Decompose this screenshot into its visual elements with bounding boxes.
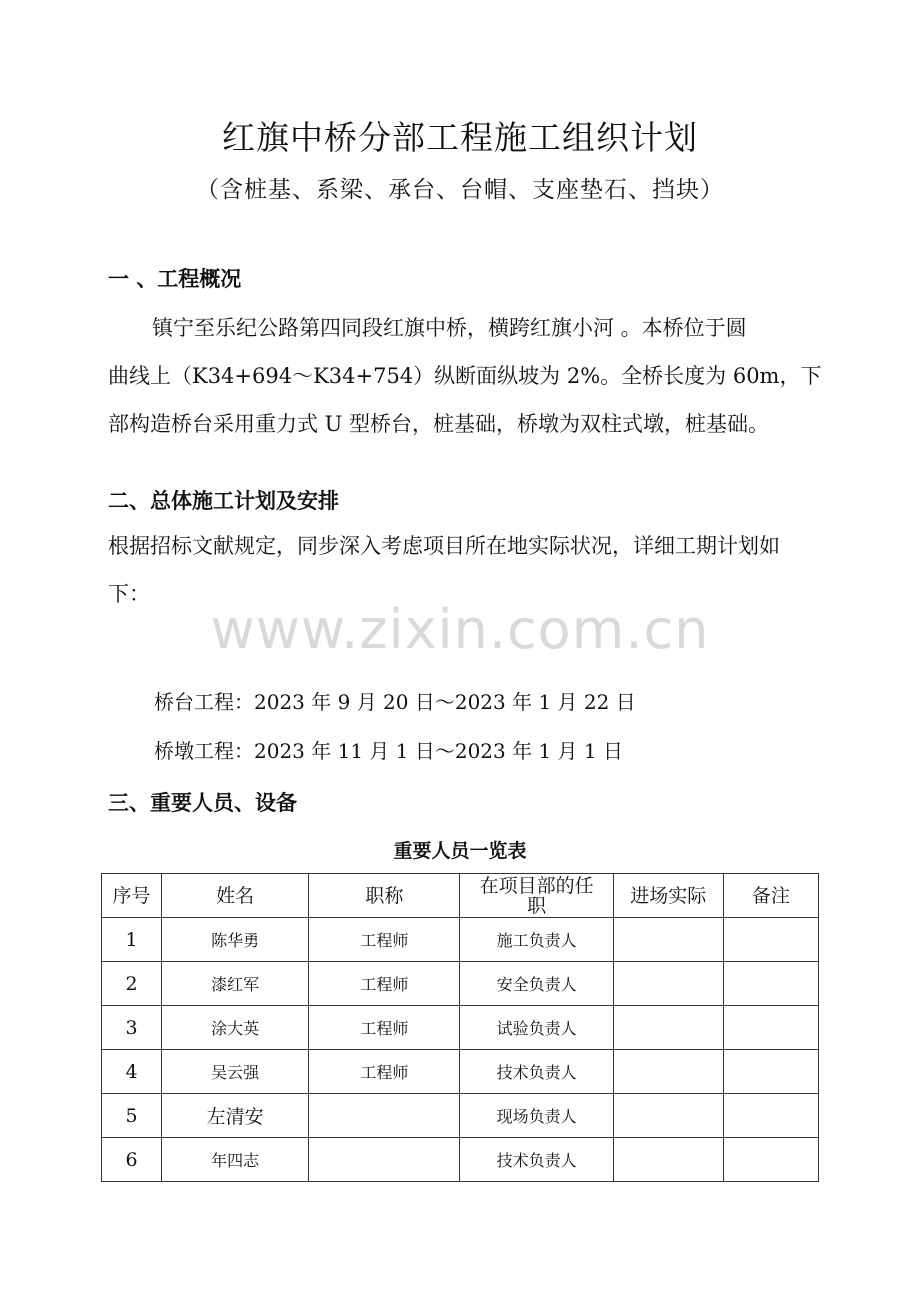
- table-cell: [309, 1094, 460, 1138]
- table-cell: 技术负责人: [460, 1050, 613, 1094]
- table-cell: 工程师: [309, 1050, 460, 1094]
- table-cell: [723, 918, 818, 962]
- table-cell: [613, 962, 723, 1006]
- table-row: [102, 918, 819, 962]
- plan-line-1: 根据招标文献规定，同步深入考虑项目所在地实际状况，详细工期计划如: [108, 534, 780, 558]
- table-cell: [723, 1094, 818, 1138]
- schedule-pier: 桥墩工程：2023 年 11 月 1 日～2023 年 1 月 1 日: [154, 739, 623, 763]
- table-cell: 现场负责人: [460, 1094, 613, 1138]
- table-cell: 3: [102, 1006, 162, 1050]
- table-cell: 陈华勇: [162, 918, 309, 962]
- table-cell: 6: [102, 1138, 162, 1182]
- table-row: [102, 1138, 819, 1182]
- column-header: 姓名: [162, 874, 309, 918]
- table-cell: [723, 1050, 818, 1094]
- table-cell: 4: [102, 1050, 162, 1094]
- schedule-abutment: 桥台工程：2023 年 9 月 20 日～2023 年 1 月 22 日: [154, 690, 636, 714]
- column-header: 进场实际: [613, 874, 723, 918]
- table-cell: 吴云强: [162, 1050, 309, 1094]
- table-cell: [723, 1006, 818, 1050]
- overview-line-2: 曲线上（K34+694～K34+754）纵断面纵坡为 2%。全桥长度为 60m，下: [108, 364, 822, 388]
- table-cell: 2: [102, 962, 162, 1006]
- table-cell: 涂大英: [162, 1006, 309, 1050]
- table-row: [102, 962, 819, 1006]
- section-heading-personnel: 三、重要人员、设备: [108, 791, 297, 815]
- table-cell: 安全负责人: [460, 962, 613, 1006]
- table-row: [102, 1006, 819, 1050]
- table-cell: [613, 1094, 723, 1138]
- table-cell: [613, 918, 723, 962]
- section-heading-overview: 一 、工程概况: [108, 267, 242, 291]
- table-title: 重要人员一览表: [393, 840, 527, 862]
- table-cell: [723, 1138, 818, 1182]
- table-cell: 工程师: [309, 1006, 460, 1050]
- plan-line-2: 下：: [108, 582, 150, 606]
- overview-line-3: 部构造桥台采用重力式 U 型桥台，桩基础，桥墩为双柱式墩，桩基础。: [108, 412, 770, 436]
- table-cell: 漆红军: [162, 962, 309, 1006]
- column-header: 序号: [102, 874, 162, 918]
- table-cell: 年四志: [162, 1138, 309, 1182]
- table-cell: 施工负责人: [460, 918, 613, 962]
- table-cell: [613, 1138, 723, 1182]
- table-cell: [723, 962, 818, 1006]
- document-subtitle: （含桩基、系梁、承台、台帽、支座垫石、挡块）: [196, 177, 724, 203]
- column-header: 在项目部的任职: [460, 874, 613, 918]
- document-title: 红旗中桥分部工程施工组织计划: [222, 118, 698, 157]
- column-header: 职称: [309, 874, 460, 918]
- table-cell: 1: [102, 918, 162, 962]
- section-heading-plan: 二、总体施工计划及安排: [108, 489, 339, 513]
- table-cell: 左清安: [162, 1094, 309, 1138]
- watermark: www.zixin.com.cn: [210, 598, 710, 661]
- column-header: 备注: [723, 874, 818, 918]
- table-cell: 5: [102, 1094, 162, 1138]
- table-cell: [613, 1006, 723, 1050]
- table-row: [102, 1050, 819, 1094]
- table-cell: [309, 1138, 460, 1182]
- table-cell: 技术负责人: [460, 1138, 613, 1182]
- overview-paragraph: [108, 304, 822, 448]
- table-header-row: [102, 874, 819, 918]
- table-cell: 工程师: [309, 962, 460, 1006]
- personnel-table: [101, 873, 819, 1182]
- overview-line-1: 镇宁至乐纪公路第四同段红旗中桥，横跨红旗小河 。本桥位于圆: [152, 316, 747, 340]
- table-row: [102, 1094, 819, 1138]
- table-cell: 试验负责人: [460, 1006, 613, 1050]
- table-cell: [613, 1050, 723, 1094]
- table-cell: 工程师: [309, 918, 460, 962]
